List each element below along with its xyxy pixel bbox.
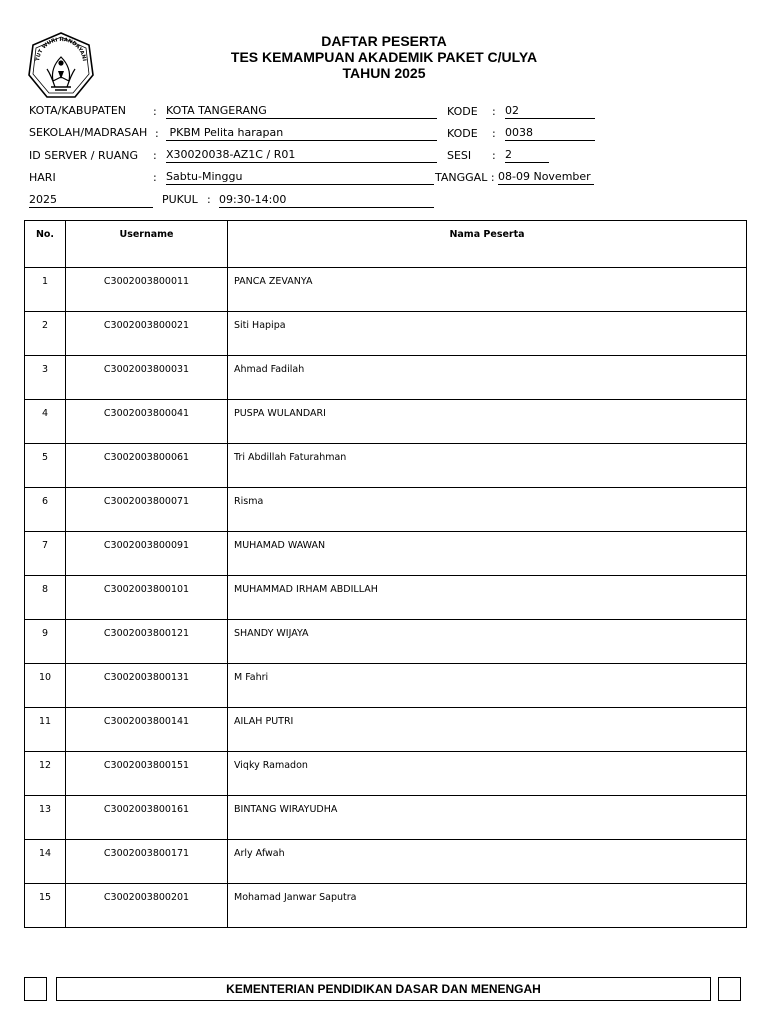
row-username: C3002003800041 [66,400,228,444]
sesi-value: 2 [505,148,549,163]
hari-separator: : [153,171,157,184]
table-row [25,884,747,928]
kode1-separator: : [492,105,496,118]
tanggal-value: 08-09 November [498,170,594,185]
row-nama: MUHAMAD WAWAN [228,532,747,576]
table-row [25,664,747,708]
kode1-value: 02 [505,104,595,119]
footer-ministry-name: KEMENTERIAN PENDIDIKAN DASAR DAN MENENGAH [56,977,711,1001]
table-row [25,708,747,752]
row-no: 10 [25,664,66,708]
row-username: C3002003800071 [66,488,228,532]
row-nama: Tri Abdillah Faturahman [228,444,747,488]
row-nama: Risma [228,488,747,532]
row-no: 3 [25,356,66,400]
row-username: C3002003800031 [66,356,228,400]
row-no: 15 [25,884,66,928]
tanggal-value-year: 2025 [29,193,153,208]
row-no: 7 [25,532,66,576]
table-row [25,444,747,488]
row-no: 1 [25,268,66,312]
row-nama: AILAH PUTRI [228,708,747,752]
sekolah-value [166,126,437,141]
hari-label: HARI [29,171,56,184]
server-label: ID SERVER / RUANG [29,149,138,162]
row-username: C3002003800131 [66,664,228,708]
table-row [25,488,747,532]
row-nama: Arly Afwah [228,840,747,884]
row-no: 11 [25,708,66,752]
row-username: C3002003800091 [66,532,228,576]
row-no: 13 [25,796,66,840]
kode2-label: KODE [447,127,478,140]
row-username: C3002003800161 [66,796,228,840]
row-username: C3002003800061 [66,444,228,488]
row-nama: M Fahri [228,664,747,708]
table-row [25,620,747,664]
footer-left-box [24,977,47,1001]
row-username: C3002003800021 [66,312,228,356]
table-row [25,312,747,356]
row-nama: PANCA ZEVANYA [228,268,747,312]
row-no: 12 [25,752,66,796]
table-row [25,576,747,620]
row-nama: PUSPA WULANDARI [228,400,747,444]
kode2-value: 0038 [505,126,595,141]
kota-separator: : [153,105,157,118]
header-no: No. [25,221,66,268]
row-nama: BINTANG WIRAYUDHA [228,796,747,840]
row-nama: Mohamad Janwar Saputra [228,884,747,928]
table-row [25,796,747,840]
row-username: C3002003800171 [66,840,228,884]
row-no: 14 [25,840,66,884]
sekolah-separator: : [155,127,159,140]
row-username: C3002003800151 [66,752,228,796]
kode1-label: KODE [447,105,478,118]
header-nama: Nama Peserta [228,221,747,268]
server-value: X30020038-AZ1C / R01 [166,148,437,163]
row-nama: Ahmad Fadilah [228,356,747,400]
table-row [25,532,747,576]
row-nama: SHANDY WIJAYA [228,620,747,664]
hari-value: Sabtu-Minggu [166,170,434,185]
document-title-line1: DAFTAR PESERTA [321,33,447,49]
pukul-value: 09:30-14:00 [219,193,434,208]
row-no: 8 [25,576,66,620]
sesi-separator: : [492,149,496,162]
row-username: C3002003800121 [66,620,228,664]
sekolah-label: SEKOLAH/MADRASAH [29,126,148,139]
row-no: 6 [25,488,66,532]
document-title-line2: TES KEMAMPUAN AKADEMIK PAKET C/ULYA [230,49,538,65]
row-username: C3002003800101 [66,576,228,620]
header-username: Username [66,221,228,268]
kota-label: KOTA/KABUPATEN [29,104,127,117]
pukul-label: PUKUL [162,193,198,206]
table-row [25,268,747,312]
footer-right-box [718,977,741,1001]
row-no: 9 [25,620,66,664]
table-row [25,400,747,444]
document-title-line3: TAHUN 2025 [342,65,426,81]
participant-table [24,220,747,928]
logo-text: TUT WURI HANDAYANI [35,36,87,62]
sekolah-value-text: PKBM Pelita harapan [169,126,284,139]
tanggal-label: TANGGAL : [435,171,495,184]
table-row [25,356,747,400]
row-no: 4 [25,400,66,444]
row-username: C3002003800141 [66,708,228,752]
sesi-label: SESI [447,149,472,162]
table-header-row [25,221,747,268]
server-separator: : [153,149,157,162]
row-no: 2 [25,312,66,356]
row-no: 5 [25,444,66,488]
pukul-separator: : [207,193,211,206]
row-username: C3002003800011 [66,268,228,312]
row-username: C3002003800201 [66,884,228,928]
kode2-separator: : [492,127,496,140]
row-nama: MUHAMMAD IRHAM ABDILLAH [228,576,747,620]
row-nama: Siti Hapipa [228,312,747,356]
table-row [25,752,747,796]
kota-value: KOTA TANGERANG [166,104,437,119]
row-nama: Viqky Ramadon [228,752,747,796]
table-row [25,840,747,884]
